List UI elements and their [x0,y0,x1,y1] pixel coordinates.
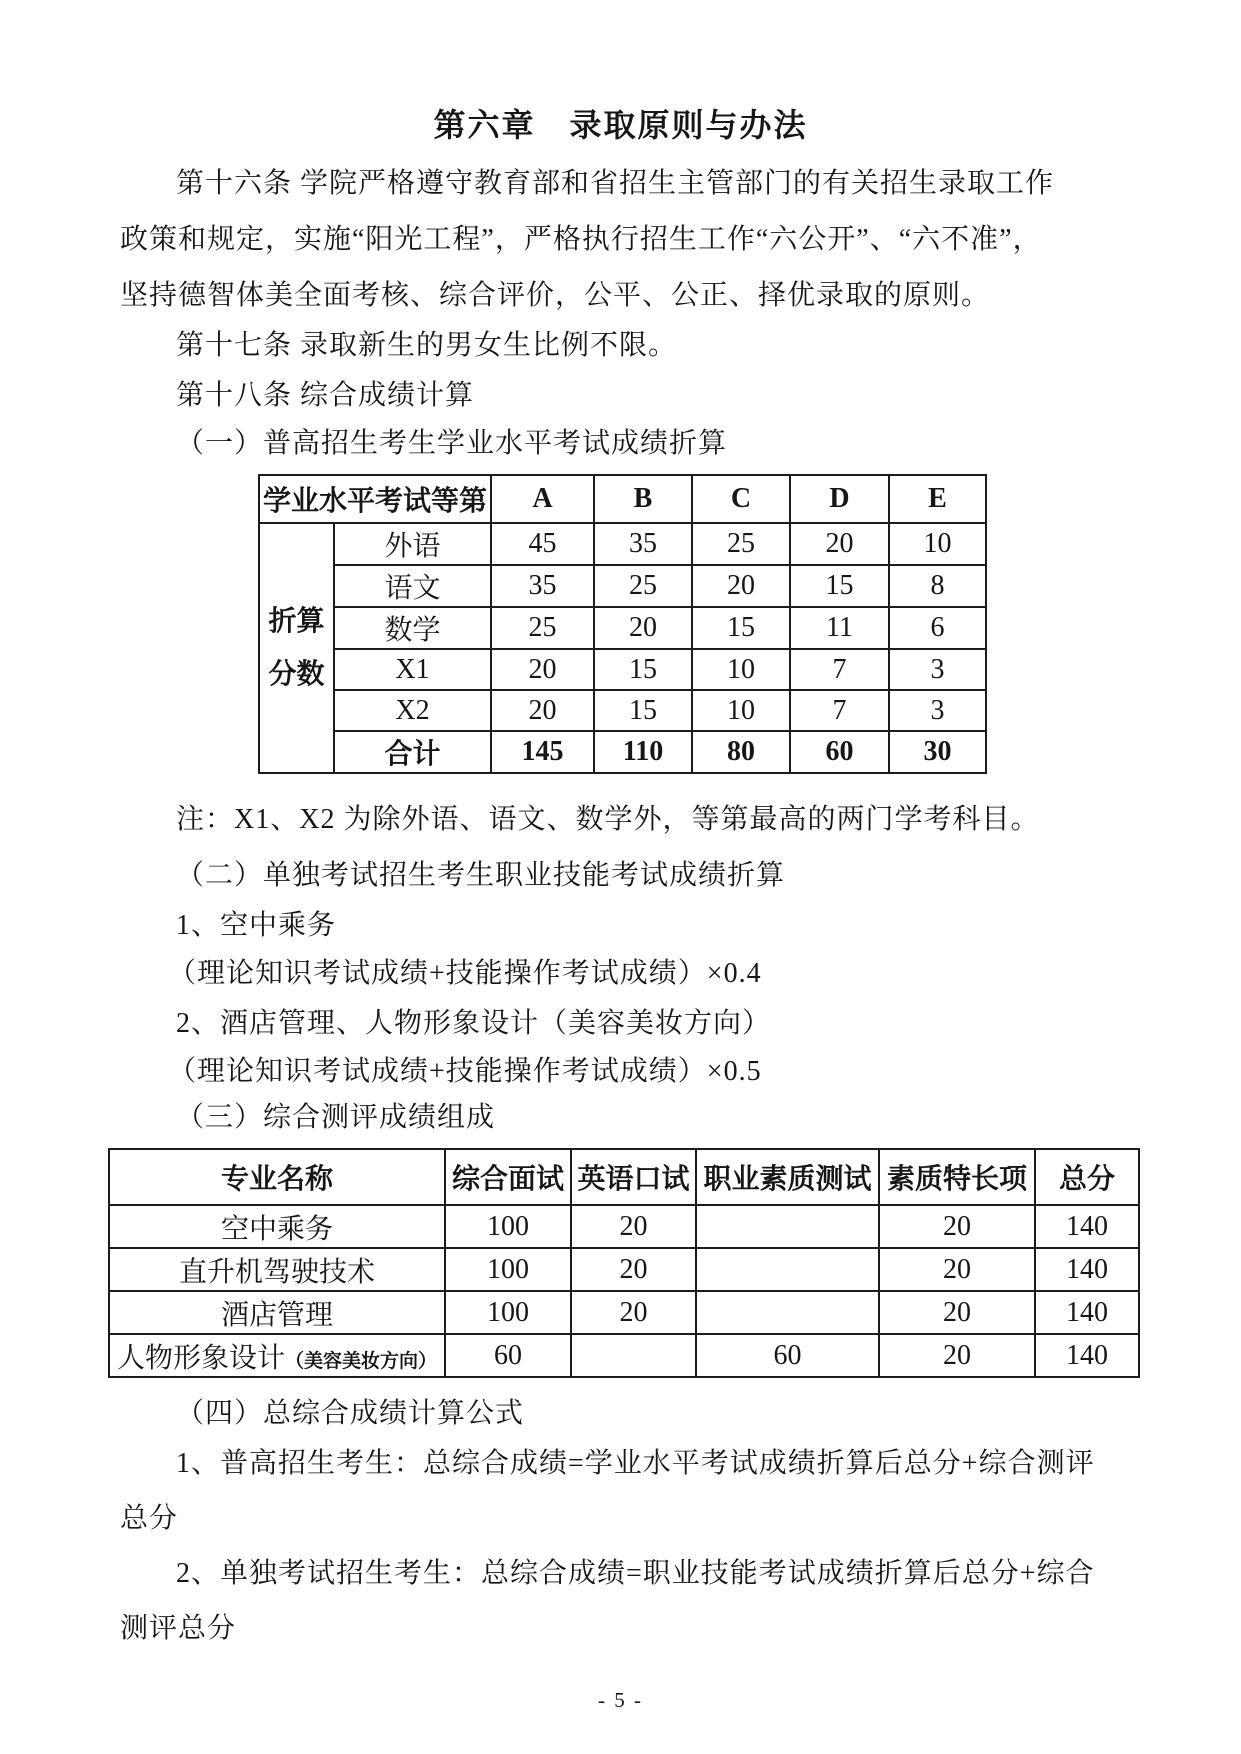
value-cell: 8 [889,565,986,607]
section1-heading: （一）普高招生考生学业水平考试成绩折算 [176,428,728,459]
subject-cell: 合计 [334,731,491,773]
value-cell: 140 [1035,1334,1139,1377]
section4-heading: （四）总综合成绩计算公式 [176,1398,525,1429]
column-header: 职业素质测试 [696,1149,879,1205]
table-row [259,649,986,690]
value-cell: 140 [1035,1205,1139,1248]
major-name-cell [109,1334,445,1377]
value-cell: 20 [692,565,790,607]
value-cell: 20 [571,1205,696,1248]
value-cell: 35 [594,523,692,565]
chapter-title: 第六章 录取原则与办法 [433,107,808,143]
value-cell: 20 [879,1291,1035,1334]
comprehensive-assessment-table [108,1148,1140,1378]
value-cell [696,1248,879,1291]
value-cell: 6 [889,607,986,649]
value-cell: 100 [445,1291,571,1334]
table-row [259,607,986,649]
subject-cell: X1 [334,649,491,690]
value-cell: 140 [1035,1248,1139,1291]
section4-item2-line1: 2、单独考试招生考生：总综合成绩=职业技能考试成绩折算后总分+综合 [176,1558,1095,1589]
value-cell [696,1205,879,1248]
subject-cell: X2 [334,690,491,731]
grade-header: E [889,475,986,523]
table-row [259,523,986,565]
value-cell: 20 [879,1248,1035,1291]
value-cell: 15 [594,690,692,731]
page-number: - 5 - [598,1688,643,1712]
value-cell: 60 [790,731,889,773]
table-row [109,1205,1139,1248]
column-header: 素质特长项 [879,1149,1035,1205]
section4-item1-line2: 总分 [120,1503,179,1534]
major-name-cell [109,1205,445,1248]
section4-item2-line2: 测评总分 [120,1613,237,1644]
value-cell: 110 [594,731,692,773]
grade-header: D [790,475,889,523]
table-row [109,1149,1139,1205]
table-row [259,475,986,523]
value-cell: 60 [696,1334,879,1377]
value-cell [571,1334,696,1377]
value-cell: 15 [790,565,889,607]
section2-formula2: （理论知识考试成绩+技能操作考试成绩）×0.5 [168,1056,762,1087]
article18: 第十八条 综合成绩计算 [176,380,475,411]
major-name-cell [109,1291,445,1334]
table-row [109,1248,1139,1291]
value-cell: 3 [889,649,986,690]
value-cell: 10 [889,523,986,565]
article16-line2: 政策和规定，实施“阳光工程”，严格执行招生工作“六公开”、“六不准”， [120,224,1042,255]
section2-item1: 1、空中乘务 [176,910,337,941]
column-header: 总分 [1035,1149,1139,1205]
value-cell [696,1291,879,1334]
value-cell: 30 [889,731,986,773]
section2-item2: 2、酒店管理、人物形象设计（美容美妆方向） [176,1008,772,1039]
value-cell: 80 [692,731,790,773]
row-group-label: 折算分数 [259,523,334,773]
value-cell: 25 [692,523,790,565]
value-cell: 60 [445,1334,571,1377]
value-cell: 25 [491,607,594,649]
value-cell: 20 [790,523,889,565]
value-cell: 100 [445,1248,571,1291]
table-row [259,690,986,731]
value-cell: 145 [491,731,594,773]
major-name: 人物形象设计 [116,1342,285,1374]
value-cell: 25 [594,565,692,607]
major-name: 空中乘务 [220,1213,333,1245]
value-cell: 20 [594,607,692,649]
grade-header: C [692,475,790,523]
value-cell: 10 [692,690,790,731]
column-header: 英语口试 [571,1149,696,1205]
table-row [259,565,986,607]
table-row [109,1334,1139,1377]
value-cell: 45 [491,523,594,565]
table-row-total [259,731,986,773]
grade-header: A [491,475,594,523]
table1-note: 注：X1、X2 为除外语、语文、数学外，等第最高的两门学考科目。 [176,804,1040,835]
section3-heading: （三）综合测评成绩组成 [176,1102,496,1133]
value-cell: 35 [491,565,594,607]
article16-line1: 第十六条 学院严格遵守教育部和省招生主管部门的有关招生录取工作 [176,168,1055,199]
section2-heading: （二）单独考试招生考生职业技能考试成绩折算 [176,860,786,891]
major-note: （美容美妆方向） [285,1350,438,1372]
value-cell: 15 [692,607,790,649]
column-header: 专业名称 [109,1149,445,1205]
major-name-cell [109,1248,445,1291]
table-row [109,1291,1139,1334]
level-score-conversion-table [258,474,987,774]
subject-cell: 数学 [334,607,491,649]
grade-header: B [594,475,692,523]
section2-formula1: （理论知识考试成绩+技能操作考试成绩）×0.4 [168,958,762,989]
value-cell: 3 [889,690,986,731]
value-cell: 140 [1035,1291,1139,1334]
value-cell: 15 [594,649,692,690]
value-cell: 20 [879,1334,1035,1377]
value-cell: 7 [790,690,889,731]
major-name: 直升机驾驶技术 [178,1256,375,1288]
value-cell: 20 [491,649,594,690]
major-name: 酒店管理 [220,1299,333,1331]
column-header: 综合面试 [445,1149,571,1205]
subject-cell: 语文 [334,565,491,607]
corner-header-cell: 学业水平考试等第 [259,475,491,523]
value-cell: 11 [790,607,889,649]
value-cell: 7 [790,649,889,690]
value-cell: 20 [571,1248,696,1291]
section4-item1-line1: 1、普高招生考生：总综合成绩=学业水平考试成绩折算后总分+综合测评 [176,1448,1095,1479]
article16-line3: 坚持德智体美全面考核、综合评价，公平、公正、择优录取的原则。 [120,280,991,311]
value-cell: 20 [491,690,594,731]
article17: 第十七条 录取新生的男女生比例不限。 [176,330,678,361]
subject-cell: 外语 [334,523,491,565]
value-cell: 10 [692,649,790,690]
value-cell: 100 [445,1205,571,1248]
value-cell: 20 [571,1291,696,1334]
value-cell: 20 [879,1205,1035,1248]
